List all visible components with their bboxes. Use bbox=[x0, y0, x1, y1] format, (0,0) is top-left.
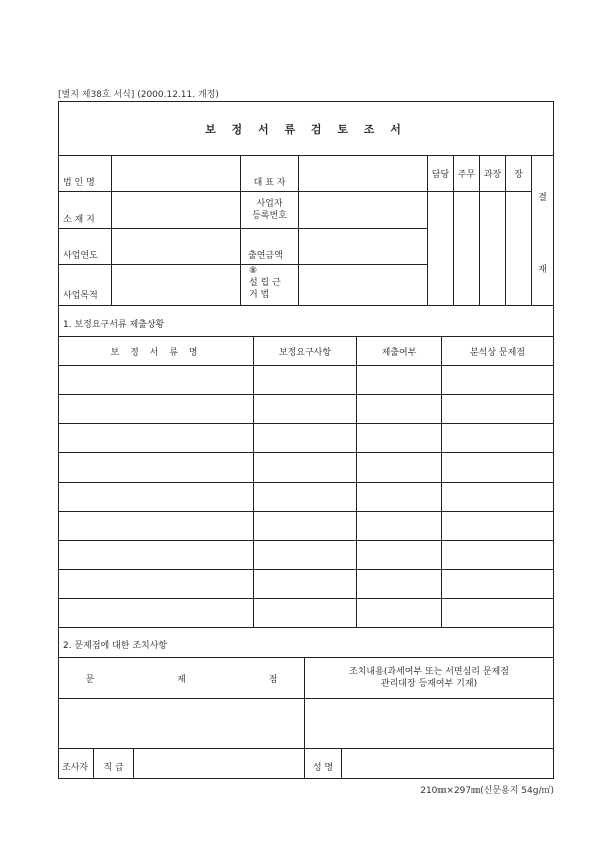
approval-col-head: 장 bbox=[514, 170, 523, 180]
divider bbox=[59, 305, 553, 306]
header-action-line1: 조치내용(과세여부 또는 서면심리 문제점 bbox=[349, 667, 509, 677]
header-doc-name: 보 정 서 류 명 bbox=[110, 347, 202, 358]
label-basis-line3: 거 법 bbox=[249, 290, 270, 300]
label-biz-reg bbox=[241, 194, 298, 226]
divider bbox=[59, 365, 553, 366]
header-problem: 문 제 점 bbox=[85, 674, 318, 685]
review-form bbox=[58, 101, 554, 779]
form-code: [별지 제38호 서식] (2000.12.11. 개정) bbox=[58, 90, 219, 100]
corp-name-field[interactable] bbox=[112, 156, 239, 190]
approval-side-label-2: 재 bbox=[538, 265, 547, 275]
location-field[interactable] bbox=[112, 192, 239, 227]
label-location: 소 재 지 bbox=[63, 215, 95, 225]
divider bbox=[59, 423, 553, 424]
section1-title: 1. 보정요구서류 제출상황 bbox=[63, 320, 165, 330]
header-action bbox=[305, 662, 553, 694]
form-title: 보 정 서 류 검 토 조 서 bbox=[205, 122, 407, 136]
representative-field[interactable] bbox=[299, 156, 426, 190]
label-corp-name: 법 인 명 bbox=[63, 178, 95, 188]
name-field[interactable] bbox=[342, 749, 552, 778]
investigator-label: 조사자 bbox=[62, 763, 89, 773]
rank-label: 직 급 bbox=[103, 763, 124, 773]
divider bbox=[531, 155, 532, 305]
label-representative: 대 표 자 bbox=[253, 178, 286, 188]
action-field[interactable] bbox=[305, 699, 552, 747]
label-basis-line2: 설 립 근 bbox=[249, 278, 281, 288]
label-basis-mark: ⑧ bbox=[249, 266, 258, 276]
header-submitted: 제출여부 bbox=[381, 347, 417, 358]
header-requirement: 보정요구사항 bbox=[278, 347, 332, 358]
name-label: 성 명 bbox=[312, 763, 334, 773]
divider bbox=[59, 540, 553, 541]
approval-side-label-1: 결 bbox=[538, 193, 547, 203]
problem-field[interactable] bbox=[60, 699, 303, 747]
rank-field[interactable] bbox=[134, 749, 303, 778]
label-purpose: 사업목적 bbox=[63, 291, 98, 301]
divider bbox=[59, 569, 553, 570]
divider bbox=[59, 452, 553, 453]
capital-field[interactable] bbox=[299, 229, 426, 263]
header-action-line2: 관리대장 등재여부 기재) bbox=[380, 679, 478, 689]
approval-sign-head[interactable] bbox=[506, 192, 531, 304]
label-biz-reg-line2: 등록번호 bbox=[252, 211, 287, 221]
approval-col-chief: 주무 bbox=[457, 170, 476, 180]
biz-reg-field[interactable] bbox=[299, 192, 426, 227]
approval-col-staff: 담당 bbox=[431, 170, 450, 180]
label-biz-year: 사업연도 bbox=[63, 251, 98, 261]
label-basis bbox=[249, 265, 281, 301]
divider bbox=[59, 511, 553, 512]
section2-title: 2. 문제점에 대한 조치사항 bbox=[63, 641, 168, 651]
divider bbox=[59, 598, 553, 599]
approval-sign-staff[interactable] bbox=[428, 192, 453, 304]
divider bbox=[59, 627, 553, 628]
divider bbox=[59, 482, 553, 483]
label-capital: 출연금액 bbox=[248, 251, 283, 261]
divider bbox=[59, 394, 553, 395]
approval-col-manager: 과장 bbox=[483, 170, 502, 180]
basis-field[interactable] bbox=[299, 265, 426, 304]
approval-sign-chief[interactable] bbox=[454, 192, 479, 304]
label-biz-reg-line1: 사업자 bbox=[256, 199, 283, 209]
approval-sign-manager[interactable] bbox=[480, 192, 505, 304]
header-analysis: 분석상 문제점 bbox=[469, 347, 526, 358]
biz-year-field[interactable] bbox=[112, 229, 239, 263]
paper-spec: 210㎜×297㎜(신문용지 54g/㎡) bbox=[420, 786, 554, 796]
purpose-field[interactable] bbox=[112, 265, 239, 304]
